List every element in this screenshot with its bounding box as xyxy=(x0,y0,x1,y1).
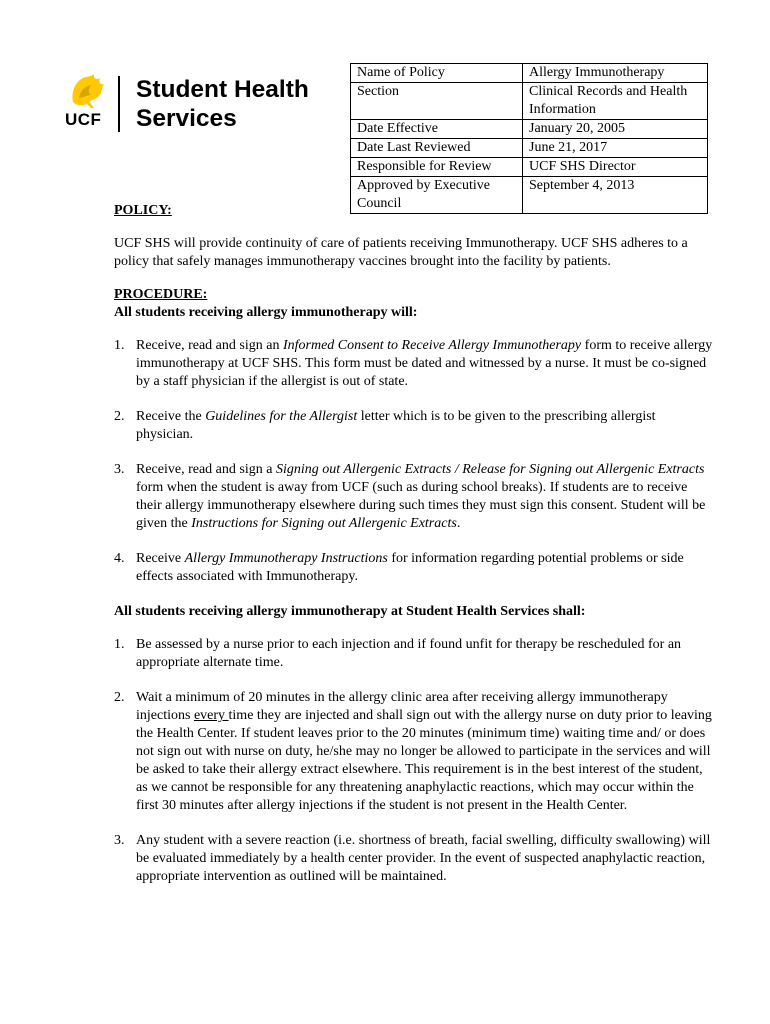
list-number: 1. xyxy=(114,338,125,353)
shs-logo xyxy=(62,68,342,138)
table-cell-label: Date Effective xyxy=(351,120,523,139)
list-text: form to receive allergy immunotherapy at UCF SHS. This form must be dated and witnessed by a nurse. It must be co-signed by a staff physician if the allergist is out of state. xyxy=(136,338,713,389)
form-title: Guidelines for the Allergist xyxy=(205,409,358,424)
policy-metadata-table xyxy=(350,63,708,214)
list-text: Receive, read and sign a xyxy=(136,462,276,477)
list-item xyxy=(114,689,714,815)
list-number: 3. xyxy=(114,462,125,477)
list-text: Any student with a severe reaction (i.e. shortness of breath, facial swelling, difficulty swallowing) will be evaluated immediately by a health center provider. In the event of suspected anaphylactic reaction, appropriate intervention as outlined will be maintained. xyxy=(136,833,711,884)
list-text: form when the student is away from UCF (such as during school breaks). If students are to receive their allergy immunotherapy elsewhere during such times they must sign this consent. Student will be given the xyxy=(136,480,706,531)
list-text: . xyxy=(456,516,461,531)
table-cell-label: Date Last Reviewed xyxy=(351,139,523,158)
table-cell-label: Section xyxy=(351,83,523,120)
logo-divider xyxy=(118,76,120,132)
shs-section-heading: All students receiving allergy immunotherapy at Student Health Services shall: xyxy=(114,604,586,619)
policy-text: UCF SHS will provide continuity of care of patients receiving Immunotherapy. UCF SHS adheres to a policy that safely manages immunotherapy vaccines brought into the facility by patients. xyxy=(114,236,688,269)
list-text: Wait a minimum of 20 minutes in the allergy clinic area after receiving allergy immunotherapy injections xyxy=(136,690,668,723)
list-item xyxy=(114,337,714,391)
logo-line-1: Student Health xyxy=(136,76,309,103)
table-cell-value: January 20, 2005 xyxy=(523,120,708,139)
list-text: Receive xyxy=(136,551,185,566)
procedure-heading: PROCEDURE: xyxy=(114,287,208,302)
list-text: for information regarding potential problems or side effects associated with Immunotherapy. xyxy=(136,551,684,584)
logo-line-2: Services xyxy=(136,105,237,132)
list-number: 2. xyxy=(114,409,125,424)
emphasis-every: every xyxy=(193,708,229,723)
list-item xyxy=(114,461,714,533)
pegasus-icon xyxy=(67,72,107,110)
policy-heading: POLICY: xyxy=(114,203,172,218)
form-title: Instructions for Signing out Allergenic Extracts xyxy=(191,516,457,531)
form-title: Informed Consent to Receive Allergy Immunotherapy xyxy=(282,338,582,353)
table-row xyxy=(351,64,708,83)
policy-body xyxy=(114,202,714,903)
list-text: Receive the xyxy=(136,409,206,424)
table-row xyxy=(351,158,708,177)
shs-list xyxy=(114,636,714,886)
list-number: 2. xyxy=(114,690,125,705)
list-item xyxy=(114,636,714,672)
table-cell-label: Responsible for Review xyxy=(351,158,523,177)
list-text: time they are injected and shall sign out with the allergy nurse on duty prior to leaving the Health Center. If student leaves prior to the 20 minutes (minimum time) waiting time and/ or does not sign out with nurse on duty, he/she may no longer be allowed to participate in the services and will be asked to take their allergy extract elsewhere. This requirement is in the best interest of the student, as we cannot be responsible for any threatening anaphylactic reactions, which may occur within the first 30 minutes after allergy injections if the student is not present in the Health Center. xyxy=(136,708,712,813)
list-item xyxy=(114,832,714,886)
procedure-subheading: All students receiving allergy immunotherapy will: xyxy=(114,305,418,320)
table-cell-label: Name of Policy xyxy=(351,64,523,83)
table-cell-value: September 4, 2013 xyxy=(523,177,708,214)
table-cell-label: Approved by Executive Council xyxy=(351,177,523,214)
table-row xyxy=(351,139,708,158)
list-text: Be assessed by a nurse prior to each injection and if found unfit for therapy be rescheduled for an appropriate alternate time. xyxy=(136,637,682,670)
list-number: 4. xyxy=(114,551,125,566)
form-title: Signing out Allergenic Extracts / Release for Signing out Allergenic Extracts xyxy=(275,462,705,477)
table-cell-value: Clinical Records and Health Information xyxy=(523,83,708,120)
list-item xyxy=(114,408,714,444)
table-cell-value: Allergy Immunotherapy xyxy=(523,64,708,83)
list-number: 3. xyxy=(114,833,125,848)
procedure-list xyxy=(114,337,714,586)
table-cell-value: UCF SHS Director xyxy=(523,158,708,177)
table-row xyxy=(351,120,708,139)
list-text: Receive, read and sign an xyxy=(136,338,283,353)
list-number: 1. xyxy=(114,637,125,652)
ucf-wordmark: UCF xyxy=(65,110,102,129)
table-cell-value: June 21, 2017 xyxy=(523,139,708,158)
form-title: Allergy Immunotherapy Instructions xyxy=(184,551,388,566)
list-item xyxy=(114,550,714,586)
list-text: letter which is to be given to the prescribing allergist physician. xyxy=(136,409,656,442)
logo-text xyxy=(136,75,309,133)
table-row xyxy=(351,83,708,120)
